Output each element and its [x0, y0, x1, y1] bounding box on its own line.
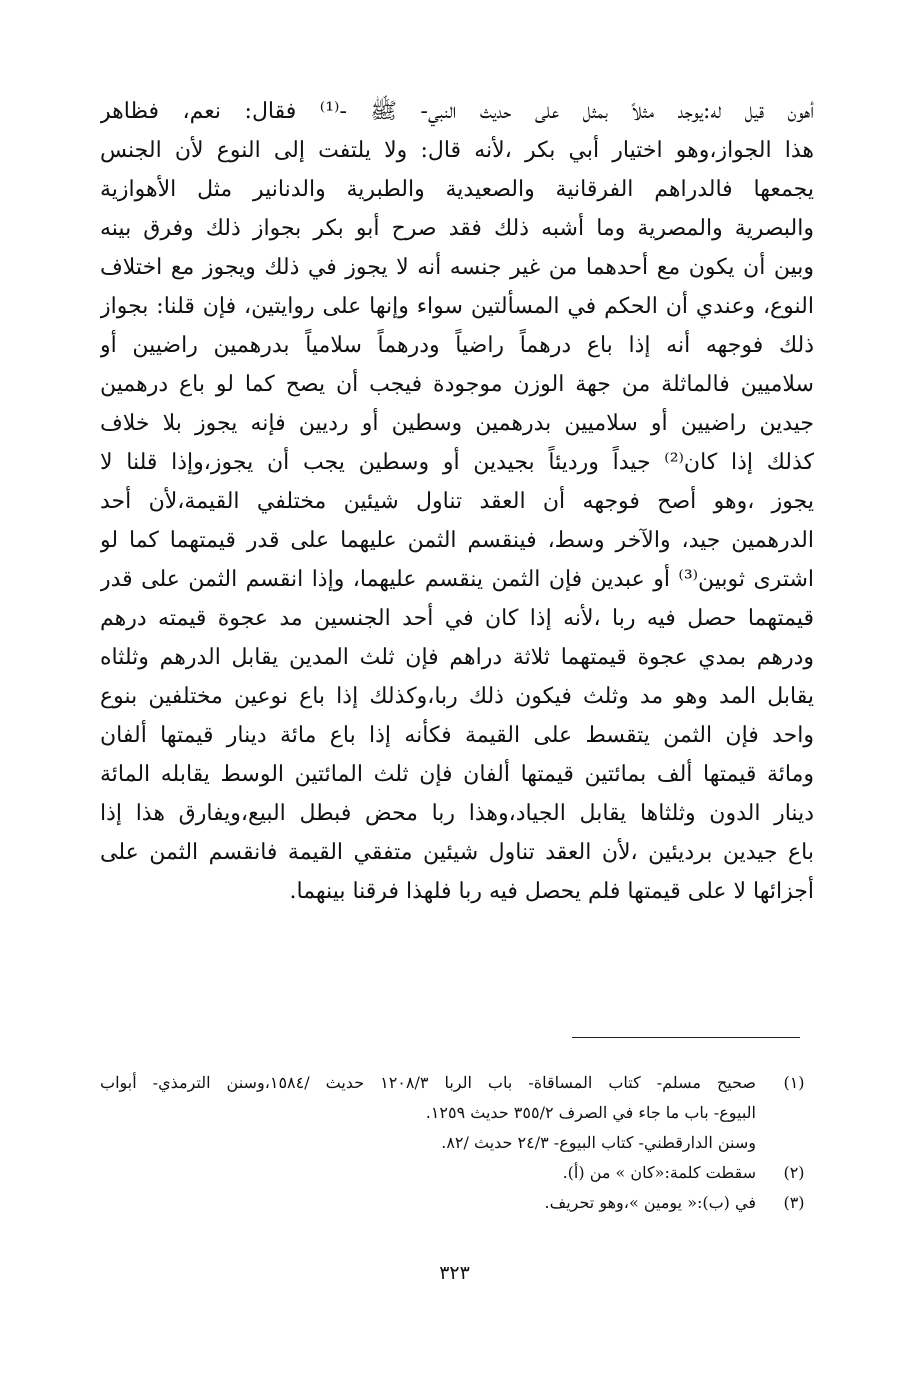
text-line: سلاميين فالماثلة من جهة الوزن موجودة فيجب أن يصح كما لو باع درهمين [100, 372, 814, 397]
footnote-number: (٣) [783, 1193, 805, 1212]
text-line: يجمعها فالدراهم الفرقانية والصعيدية والطبرية والدنانير مثل الأهوازية [100, 177, 814, 202]
text-line: يقابل المد وهو مد وثلث فيكون ذلك ربا،وكذلك إذا باع نوعين مختلفين بنوع [100, 684, 814, 709]
text-line: هذا الجواز،وهو اختيار أبي بكر ،لأنه قال: ولا يلتفت إلى النوع لأن الجنس [100, 138, 814, 163]
footnote-line: البيوع- باب ما جاء في الصرف ٣٥٥/٢ حديث ١٢٥٩. [425, 1103, 756, 1122]
text-line: يجوز ،وهو أصح فوجهه أن العقد تناول شيئين مختلفي القيمة،لأن أحد [100, 489, 814, 514]
text-line-last: أجزائها لا على قيمتها فلم يحصل فيه ربا فلهذا فرقنا بينهما. [289, 879, 814, 904]
text-line: جيدين راضيين أو سلاميين بدرهمين وسطين أو رديين فإنه يجوز بلا خلاف [100, 411, 814, 436]
footnote-1 [100, 1068, 814, 1158]
footnote-3 [100, 1188, 814, 1218]
text-line: كذلك إذا كان⁽²⁾ جيداً ورديئاً بجيدين أو وسطين يجب أن يجوز،وإذا قلنا لا [100, 450, 814, 475]
footnote-line: صحيح مسلم- كتاب المساقاة- باب الربا ١٢٠٨/٣ حديث /١٥٨٤،وسنن الترمذي- أبواب [100, 1073, 756, 1092]
text-line: باع جيدين برديئين ،لأن العقد تناول شيئين متفقي القيمة فانقسم الثمن على [100, 840, 814, 865]
text-line: ودرهم بمدي عجوة قيمتهما ثلاثة دراهم فإن ثلث المدين يقابل الدرهم وثلثاه [100, 645, 814, 670]
footnotes [100, 1068, 814, 1218]
text-line: دينار الدون وثلثاها يقابل الجياد،وهذا ربا محض فبطل البيع،ويفارق هذا إذا [100, 801, 814, 826]
footnote-2 [100, 1158, 814, 1188]
footnote-line: سقطت كلمة:«كان » من (أ). [562, 1163, 756, 1182]
text-line: وبين أن يكون مع أحدهما من غير جنسه أنه لا يجوز في ذلك ويجوز مع اختلاف [100, 255, 814, 280]
text-line: النوع، وعندي أن الحكم في المسألتين سواء وإنها على روايتين، فإن قلنا: بجواز [100, 294, 814, 319]
text-line: ومائة قيمتها ألف بمائتين قيمتها ألفان فإن ثلث المائتين الوسط يقابله المائة [100, 762, 814, 787]
text-line: اشترى ثوبين⁽³⁾ أو عبدين فإن الثمن ينقسم عليهما، وإذا انقسم الثمن على قدر [100, 567, 814, 592]
text-line: أهون قيل له:يوجد مثلاً بمثل على حديث النبي- ﷺ -⁽¹⁾ فقال: نعم، فظاهر [100, 99, 814, 124]
text-line: الدرهمين جيد، والآخر وسط، فينقسم الثمن عليهما على قدر قيمتهما كما لو [100, 528, 814, 553]
text-line: ذلك فوجهه أنه إذا باع درهماً راضياً ودرهماً سلامياً بدرهمين راضيين أو [100, 333, 814, 358]
footnote-divider [572, 1037, 800, 1038]
main-text-block [100, 92, 814, 911]
text-line: واحد فإن الثمن يتقسط على القيمة فكأنه إذا باع مائة دينار قيمتها ألفان [100, 723, 814, 748]
footnote-number: (١) [783, 1073, 805, 1092]
page-number: ٣٢٣ [439, 1262, 470, 1284]
footnote-number: (٢) [783, 1163, 805, 1182]
footnote-line: وسنن الدارقطني- كتاب البيوع- ٢٤/٣ حديث /٨٢. [441, 1133, 756, 1152]
text-line: والبصرية والمصرية وما أشبه ذلك فقد صرح أبو بكر بجواز ذلك وفرق بينه [100, 216, 814, 241]
footnote-line: في (ب):« يومين »،وهو تحريف. [544, 1193, 756, 1212]
text-line: قيمتهما حصل فيه ربا ،لأنه إذا كان في أحد الجنسين مد عجوة قيمته درهم [100, 606, 814, 631]
